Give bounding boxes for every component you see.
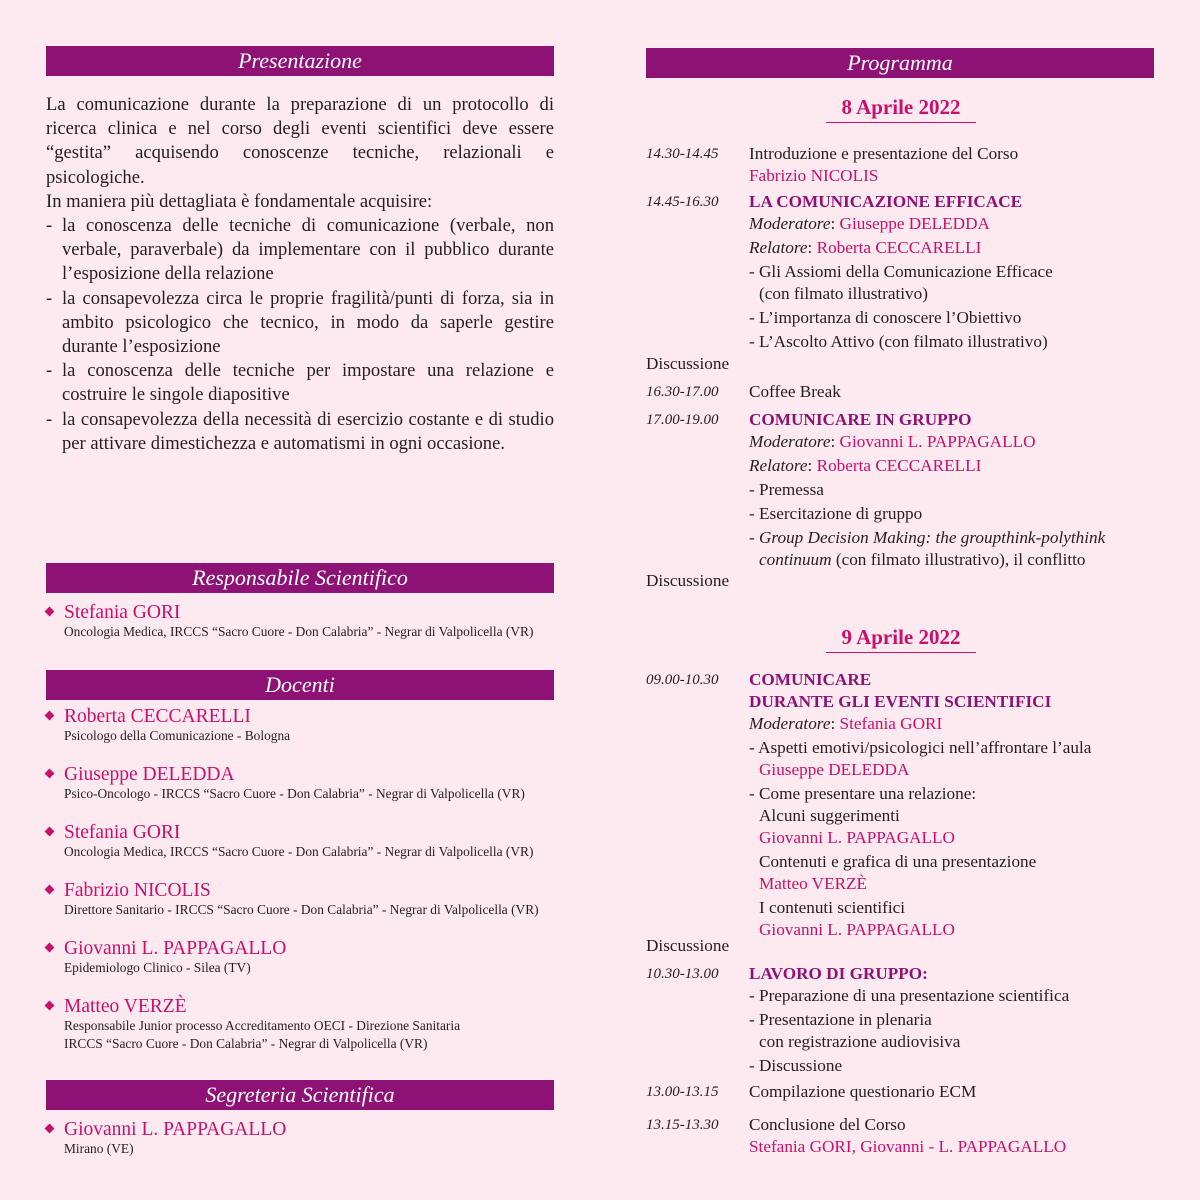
- session-bullet: Alcuni suggerimenti: [759, 806, 900, 825]
- session-title: Conclusione del Corso: [749, 1115, 906, 1134]
- session-bullet: - Preparazione di una presentazione scientifica: [749, 986, 1070, 1005]
- programma-header: [646, 48, 1154, 78]
- diamond-bullet-icon: [45, 827, 55, 837]
- docente-item: [46, 880, 566, 919]
- person-affiliation: Oncologia Medica, IRCCS “Sacro Cuore - Don Calabria” - Negrar di Valpolicella (VR): [64, 624, 534, 639]
- session-title: LA COMUNICAZIONE EFFICACE: [749, 192, 1023, 211]
- moderator-name: Giuseppe DELEDDA: [839, 214, 990, 233]
- discussione-label: Discussione: [646, 354, 730, 373]
- session-bullet: (con filmato illustrativo), il conflitto: [831, 550, 1086, 569]
- segreteria-person: [46, 1119, 566, 1158]
- person-name: Roberta CECCARELLI: [64, 706, 251, 727]
- person-name: Giuseppe DELEDDA: [64, 764, 235, 785]
- docente-item: [46, 996, 566, 1053]
- session-speaker: Fabrizio NICOLIS: [749, 166, 879, 185]
- session-title: COMUNICARE: [749, 670, 872, 689]
- person-name: Fabrizio NICOLIS: [64, 880, 211, 901]
- session-title: Introduzione e presentazione del Corso: [749, 144, 1019, 163]
- presentazione-list: [46, 214, 554, 456]
- moderator-name: Stefania GORI: [839, 714, 943, 733]
- list-item: - la conoscenza delle tecniche per impostare una relazione e costruire le singole diapositive: [46, 359, 554, 407]
- programma-title: Programma: [847, 50, 953, 75]
- session-title: LAVORO DI GRUPPO:: [749, 964, 928, 983]
- session-bullet: - Premessa: [749, 480, 824, 499]
- list-item: - la consapevolezza circa le proprie fragilità/punti di forza, sia in ambito psicologico che tecnico, in modo da saperle gestire durante l’esposizione: [46, 287, 554, 360]
- session-bullet: - Discussione: [749, 1056, 843, 1075]
- diamond-bullet-icon: [45, 711, 55, 721]
- session-bullet: - Group Decision Making: the groupthink-polythink: [749, 528, 1106, 547]
- session-time: 10.30-13.00: [646, 966, 719, 982]
- session-time: 09.00-10.30: [646, 672, 719, 688]
- person-affiliation: Psicologo della Comunicazione - Bologna: [64, 728, 291, 743]
- session-time: 13.00-13.15: [646, 1084, 719, 1100]
- session-time: 17.00-19.00: [646, 412, 719, 428]
- docente-item: [46, 764, 566, 803]
- session-bullet: - Esercitazione di gruppo: [749, 504, 923, 523]
- session-bullet: con registrazione audiovisiva: [759, 1032, 961, 1051]
- relatore-name: Roberta CECCARELLI: [816, 456, 982, 475]
- person-name: Stefania GORI: [64, 822, 181, 843]
- presentazione-paragraph-1: La comunicazione durante la preparazione di un protocollo di ricerca clinica e nel corso degli eventi scientifici deve essere “gestita” acquisendo conoscenze tecniche, relazionali e psicologiche.: [46, 94, 554, 188]
- moderator-label: Moderatore: [749, 432, 831, 451]
- list-item: - la consapevolezza della necessità di esercizio costante e di studio per attivare dimestichezza e automatismi in ogni occasione.: [46, 408, 554, 456]
- moderator-label: Moderatore: [749, 214, 831, 233]
- session-bullet: - Come presentare una relazione:: [749, 784, 977, 803]
- responsabile-header: [46, 563, 554, 593]
- session-bullet: - Aspetti emotivi/psicologici nell’affrontare l’aula: [749, 738, 1092, 757]
- person-name: Giovanni L. PAPPAGALLO: [64, 1119, 287, 1140]
- docenti-title: Docenti: [265, 672, 335, 697]
- bullet-speaker: Matteo VERZÈ: [759, 874, 868, 893]
- presentazione-title: Presentazione: [238, 48, 362, 73]
- diamond-bullet-icon: [45, 607, 55, 617]
- session-time: 16.30-17.00: [646, 384, 719, 400]
- person-affiliation: Epidemiologo Clinico - Silea (TV): [64, 960, 251, 975]
- relatore-label: Relatore: [749, 456, 808, 475]
- bullet-speaker: Giovanni L. PAPPAGALLO: [759, 828, 955, 847]
- session-bullet: I contenuti scientifici: [759, 898, 906, 917]
- session-title: DURANTE GLI EVENTI SCIENTIFICI: [749, 692, 1052, 711]
- presentazione-text: [46, 93, 554, 456]
- moderator-label: Moderatore: [749, 714, 831, 733]
- session-bullet: Contenuti e grafica di una presentazione: [759, 852, 1037, 871]
- relatore-name: Roberta CECCARELLI: [816, 238, 982, 257]
- person-affiliation: Oncologia Medica, IRCCS “Sacro Cuore - Don Calabria” - Negrar di Valpolicella (VR): [64, 844, 534, 859]
- segreteria-title: Segreteria Scientifica: [205, 1082, 395, 1107]
- responsabile-title: Responsabile Scientifico: [192, 565, 408, 590]
- session-time: 14.45-16.30: [646, 194, 719, 210]
- session-title: Coffee Break: [749, 382, 841, 401]
- day1-date: 8 Aprile 2022: [826, 94, 976, 123]
- person-name: Stefania GORI: [64, 602, 181, 623]
- docente-item: [46, 706, 566, 745]
- session-bullet: - Presentazione in plenaria: [749, 1010, 932, 1029]
- person-name: Giovanni L. PAPPAGALLO: [64, 938, 287, 959]
- session-bullet: - L’importanza di conoscere l’Obiettivo: [749, 308, 1022, 327]
- session-time: 13.15-13.30: [646, 1117, 719, 1133]
- person-affiliation: Mirano (VE): [64, 1141, 134, 1156]
- discussione-label: Discussione: [646, 936, 730, 955]
- person-affiliation: IRCCS “Sacro Cuore - Don Calabria” - Negrar di Valpolicella (VR): [64, 1036, 428, 1051]
- day2-date: 9 Aprile 2022: [826, 624, 976, 653]
- session-bullet: - L’Ascolto Attivo (con filmato illustrativo): [749, 332, 1048, 351]
- diamond-bullet-icon: [45, 885, 55, 895]
- discussione-label: Discussione: [646, 571, 730, 590]
- moderator-name: Giovanni L. PAPPAGALLO: [839, 432, 1036, 451]
- presentazione-header: [46, 46, 554, 76]
- diamond-bullet-icon: [45, 1124, 55, 1134]
- diamond-bullet-icon: [45, 1001, 55, 1011]
- diamond-bullet-icon: [45, 769, 55, 779]
- person-name: Matteo VERZÈ: [64, 996, 187, 1017]
- session-bullet: (con filmato illustrativo): [759, 284, 928, 303]
- segreteria-header: [46, 1080, 554, 1110]
- person-affiliation: Direttore Sanitario - IRCCS “Sacro Cuore - Don Calabria” - Negrar di Valpolicella (VR): [64, 902, 539, 917]
- session-bullet-italic: continuum: [759, 550, 832, 569]
- session-bullet: - Gli Assiomi della Comunicazione Efficace: [749, 262, 1053, 281]
- person-affiliation: Psico-Oncologo - IRCCS “Sacro Cuore - Don Calabria” - Negrar di Valpolicella (VR): [64, 786, 525, 801]
- diamond-bullet-icon: [45, 943, 55, 953]
- session-title: COMUNICARE IN GRUPPO: [749, 410, 972, 429]
- session-title: Compilazione questionario ECM: [749, 1082, 977, 1101]
- bullet-speaker: Giuseppe DELEDDA: [759, 760, 910, 779]
- responsabile-person: [46, 602, 566, 641]
- list-item: - la conoscenza delle tecniche di comunicazione (verbale, non verbale, paraverbale) da implementare con il pubblico durante l’esposizione della relazione: [46, 214, 554, 287]
- bullet-speaker: Giovanni L. PAPPAGALLO: [759, 920, 955, 939]
- session-time: 14.30-14.45: [646, 146, 719, 162]
- relatore-label: Relatore: [749, 238, 808, 257]
- docente-item: [46, 938, 566, 977]
- session-speaker: Stefania GORI, Giovanni - L. PAPPAGALLO: [749, 1137, 1067, 1156]
- presentazione-paragraph-2: In maniera più dettagliata è fondamentale acquisire:: [46, 190, 433, 212]
- docenti-header: [46, 670, 554, 700]
- person-affiliation: Responsabile Junior processo Accreditamento OECI - Direzione Sanitaria: [64, 1018, 461, 1033]
- docente-item: [46, 822, 566, 861]
